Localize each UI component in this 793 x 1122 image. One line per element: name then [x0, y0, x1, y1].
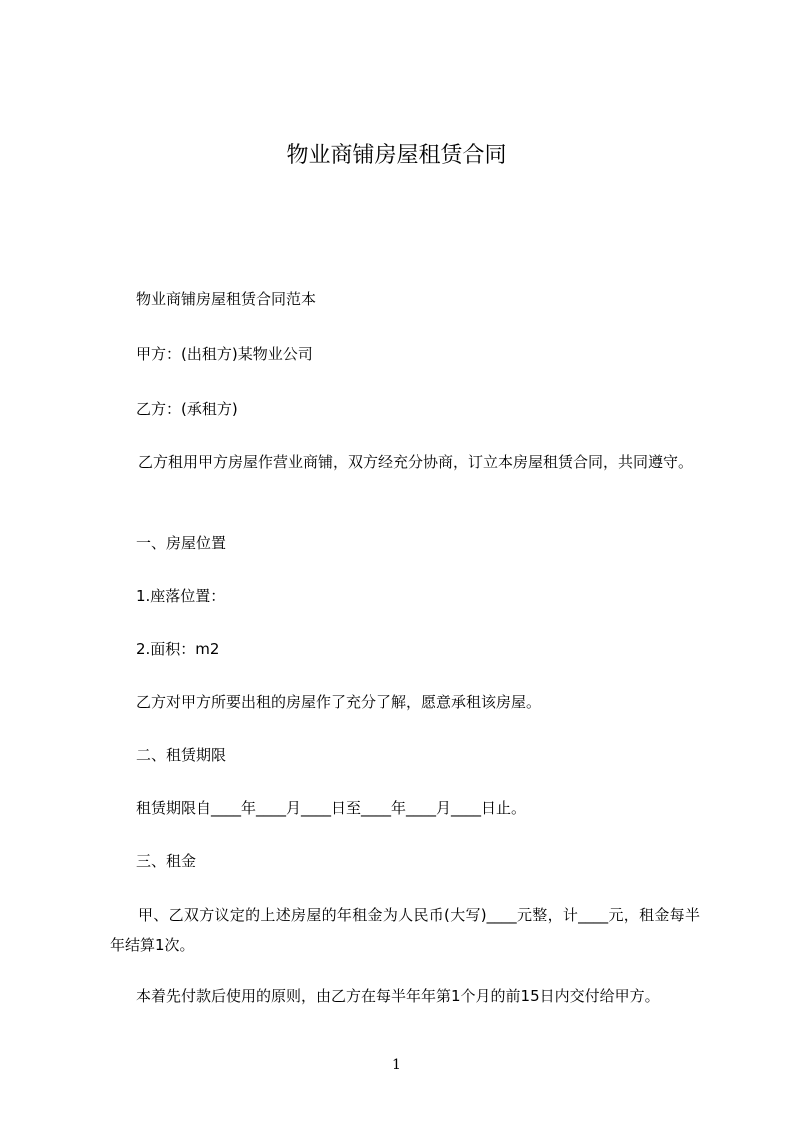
rent-paragraph: 甲、乙双方议定的上述房屋的年租金为人民币(大写)____元整，计____元，租金每半年结算1次。	[110, 906, 700, 954]
contract-subtitle: 物业商铺房屋租赁合同范本	[136, 290, 317, 308]
party-b-line: 乙方：(承租方)	[136, 400, 238, 418]
term-line: 租赁期限自____年____月____日至____年____月____日止。	[136, 799, 527, 817]
document-title: 物业商铺房屋租赁合同	[286, 143, 507, 168]
understanding-line: 乙方对甲方所要出租的房屋作了充分了解，愿意承租该房屋。	[136, 693, 542, 711]
location-line: 1.座落位置：	[136, 587, 226, 605]
section-heading-term: 二、租赁期限	[136, 746, 227, 764]
section-heading-rent: 三、租金	[136, 852, 197, 870]
intro-paragraph: 乙方租用甲方房屋作营业商铺，双方经充分协商，订立本房屋租赁合同，共同遵守。	[138, 453, 694, 471]
page-number: 1	[392, 1057, 401, 1073]
section-heading-location: 一、房屋位置	[136, 534, 227, 552]
payment-line: 本着先付款后使用的原则，由乙方在每半年年第1个月的前15日内交付给甲方。	[136, 987, 660, 1005]
area-line: 2.面积：m2	[136, 640, 220, 658]
party-a-line: 甲方：(出租方)某物业公司	[136, 345, 313, 363]
